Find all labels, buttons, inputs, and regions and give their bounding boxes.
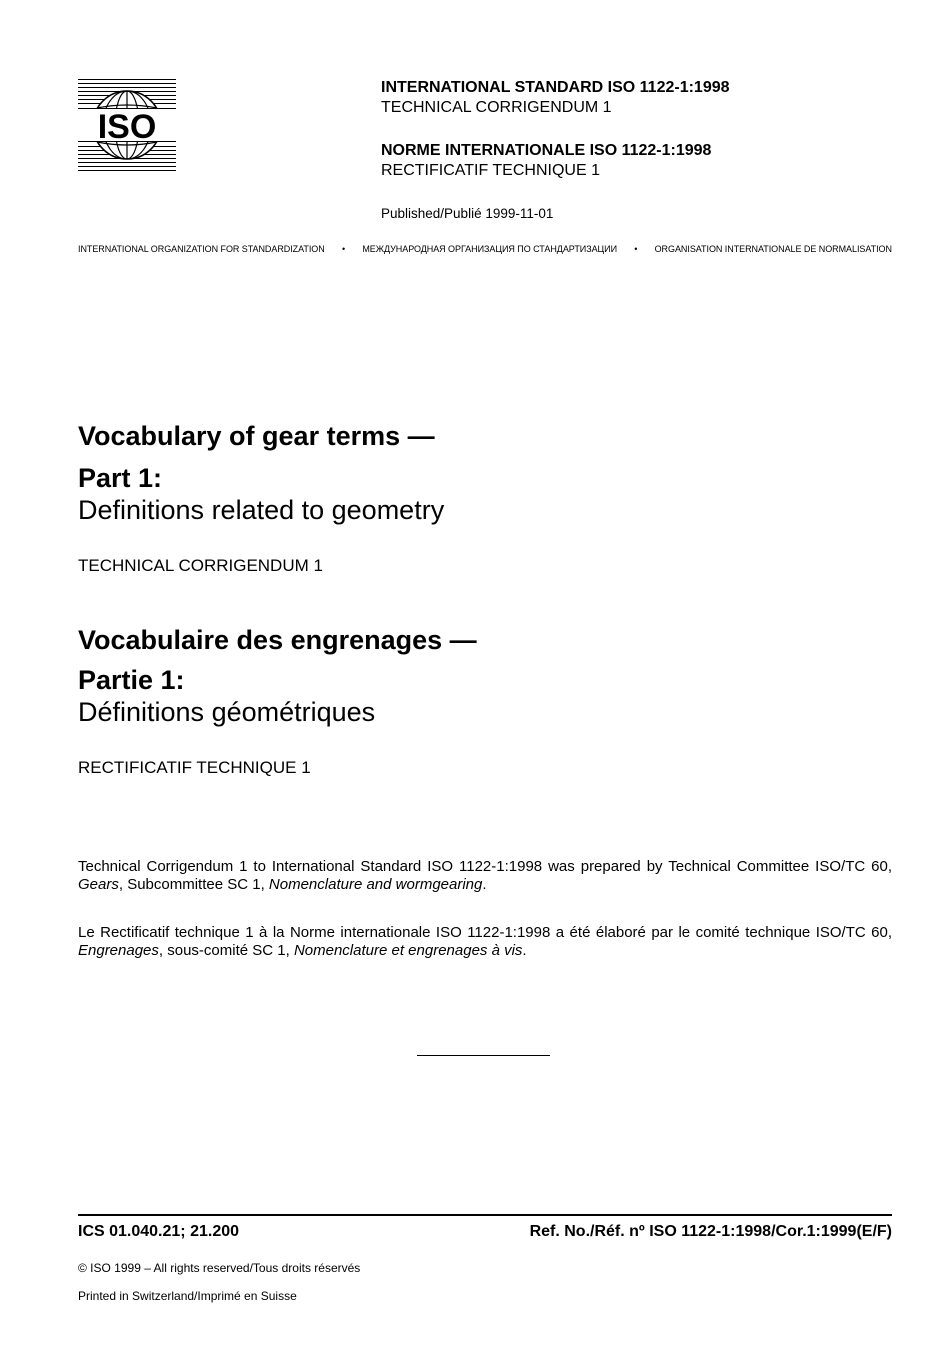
header-en-subtitle: TECHNICAL CORRIGENDUM 1 <box>381 99 612 116</box>
title-fr-part: Partie 1: <box>78 665 185 695</box>
copyright-notice: © ISO 1999 – All rights reserved/Tous droits réservés <box>78 1261 361 1275</box>
subcommittee-fr: Nomenclature et engrenages à vis <box>293 942 523 959</box>
iso-globe-icon <box>78 78 176 172</box>
paragraph-en <box>78 858 892 894</box>
title-fr-corrigendum: RECTIFICATIF TECHNIQUE 1 <box>78 758 311 777</box>
paragraph-fr-mid: , sous-comité SC 1, <box>158 942 294 959</box>
footer-rule <box>78 1214 892 1216</box>
committee-fr: Engrenages <box>78 942 159 959</box>
title-en-corrigendum: TECHNICAL CORRIGENDUM 1 <box>78 556 323 575</box>
published-date: Published/Publié 1999-11-01 <box>381 206 554 221</box>
title-en-subtitle: Definitions related to geometry <box>78 495 445 525</box>
separator-dot: • <box>634 244 638 254</box>
title-en-part: Part 1: <box>78 463 163 493</box>
paragraph-fr-end: . <box>522 942 527 959</box>
committee-en: Gears <box>78 876 119 893</box>
separator-dot: • <box>341 244 346 254</box>
reference-number: Ref. No./Réf. nº ISO 1122-1:1998/Cor.1:1999(E/F) <box>529 1223 892 1240</box>
iso-logo <box>78 78 176 172</box>
header-fr-title: NORME INTERNATIONALE ISO 1122-1:1998 <box>381 142 712 159</box>
org-name-fr: ORGANISATION INTERNATIONALE DE NORMALISATION <box>654 244 892 254</box>
paragraph-en-mid: , Subcommittee SC 1, <box>118 876 269 893</box>
paragraph-fr-lead: Le Rectificatif technique 1 à la Norme internationale ISO 1122-1:1998 a été élaboré par le comité technique ISO/TC 60, <box>78 924 892 941</box>
title-fr-main: Vocabulaire des engrenages — <box>78 625 477 655</box>
subcommittee-en: Nomenclature and wormgearing <box>268 876 483 893</box>
header-en-title: INTERNATIONAL STANDARD ISO 1122-1:1998 <box>381 79 730 96</box>
svg-text:ISO: ISO <box>97 108 157 146</box>
printed-notice: Printed in Switzerland/Imprimé en Suisse <box>78 1289 297 1303</box>
title-en-main: Vocabulary of gear terms — <box>78 421 435 451</box>
org-name-en: INTERNATIONAL ORGANIZATION FOR STANDARDIZATION <box>78 244 325 254</box>
paragraph-en-lead: Technical Corrigendum 1 to International Standard ISO 1122-1:1998 was prepared by Technical Committee ISO/TC 60, <box>78 858 892 875</box>
separator-rule <box>417 1055 550 1056</box>
paragraph-fr <box>78 924 892 960</box>
org-name-ru: МЕЖДУНАРОДНАЯ ОРГАНИЗАЦИЯ ПО СТАНДАРТИЗАЦИИ <box>362 244 617 254</box>
paragraph-en-end: . <box>482 876 487 893</box>
ics-code: ICS 01.040.21; 21.200 <box>78 1223 240 1240</box>
header-fr-subtitle: RECTIFICATIF TECHNIQUE 1 <box>381 162 600 179</box>
organization-line <box>78 243 892 255</box>
title-fr-subtitle: Définitions géométriques <box>78 697 376 727</box>
